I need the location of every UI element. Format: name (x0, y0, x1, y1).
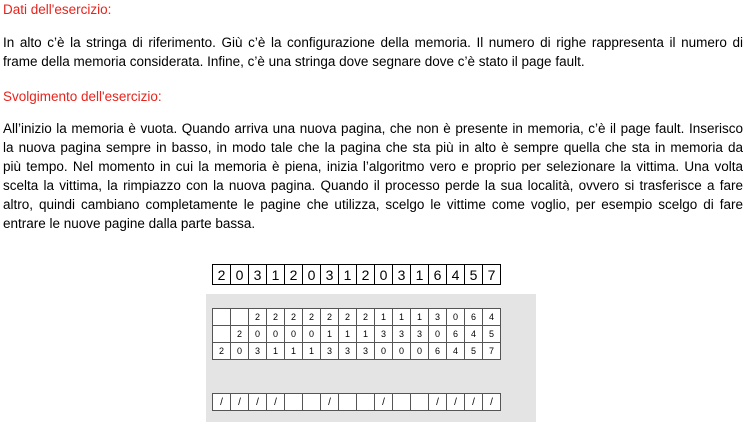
memory-cell: 4 (483, 309, 501, 326)
memory-cell: 2 (213, 343, 231, 360)
memory-cell: 2 (285, 309, 303, 326)
memory-cell: 1 (357, 326, 375, 343)
reference-cell: 3 (249, 265, 267, 285)
memory-cell: 4 (465, 326, 483, 343)
memory-cell: 2 (321, 309, 339, 326)
page-fault-cell (285, 394, 303, 411)
memory-cell: 7 (483, 343, 501, 360)
reference-cell: 4 (447, 265, 465, 285)
paragraph-line: scelta la vittima, la rimpiazzo con la nuova pagina. Quando il processo perde la sua località, ovvero si trasferisce a fare (3, 178, 743, 193)
memory-cell: 1 (393, 309, 411, 326)
reference-cell: 1 (339, 265, 357, 285)
page-fault-cell: / (483, 394, 501, 411)
reference-string-row (213, 265, 501, 285)
section-svolgimento-heading: Svolgimento dell'esercizio: (3, 89, 162, 104)
memory-cell: 0 (375, 343, 393, 360)
memory-cell: 2 (231, 326, 249, 343)
memory-diagram (206, 294, 536, 422)
memory-cell: 3 (375, 326, 393, 343)
memory-frame-row (213, 326, 501, 343)
reference-cell: 2 (357, 265, 375, 285)
memory-cell: 0 (267, 326, 285, 343)
memory-cell: 5 (483, 326, 501, 343)
page-fault-cell: / (213, 394, 231, 411)
paragraph-line: altro, quindi cambiano completamente le pagine che utilizza, scelgo le vittime come voglio, per esempio scelgo di fare (3, 197, 743, 212)
page-fault-cell (303, 394, 321, 411)
memory-cell (231, 309, 249, 326)
memory-cell: 1 (303, 343, 321, 360)
reference-cell: 0 (375, 265, 393, 285)
memory-cell: 2 (249, 309, 267, 326)
paragraph-line: In alto c’è la stringa di riferimento. Giù c’è la configurazione della memoria. Il numero di righe rappresenta il numero di (3, 35, 743, 50)
memory-frame-row (213, 343, 501, 360)
memory-cell: 0 (447, 309, 465, 326)
page-fault-cell: / (249, 394, 267, 411)
reference-cell: 2 (285, 265, 303, 285)
reference-cell: 2 (213, 265, 231, 285)
memory-cell (213, 309, 231, 326)
page-fault-cell: / (231, 394, 249, 411)
memory-cell: 3 (411, 326, 429, 343)
memory-frame-row (213, 309, 501, 326)
reference-cell: 3 (393, 265, 411, 285)
memory-cell: 1 (285, 343, 303, 360)
memory-cell: 3 (357, 343, 375, 360)
memory-cell: 2 (357, 309, 375, 326)
page-fault-cell (411, 394, 429, 411)
reference-cell: 3 (321, 265, 339, 285)
memory-cell: 0 (411, 343, 429, 360)
memory-cell: 2 (339, 309, 357, 326)
section-dati-paragraph (3, 33, 743, 71)
memory-cell: 0 (249, 326, 267, 343)
page-fault-cell: / (375, 394, 393, 411)
memory-cell: 1 (267, 343, 285, 360)
reference-cell: 0 (303, 265, 321, 285)
page-fault-cell: / (447, 394, 465, 411)
memory-cell: 3 (339, 343, 357, 360)
reference-cell: 7 (483, 265, 501, 285)
memory-cell: 1 (339, 326, 357, 343)
reference-cell: 1 (411, 265, 429, 285)
paragraph-line: la nuova pagina sempre in basso, in modo tale che la pagina che sta più in alto è sempre quella che sta in memoria da (3, 140, 743, 155)
memory-cell: 1 (411, 309, 429, 326)
memory-cell: 3 (393, 326, 411, 343)
page-fault-cell: / (321, 394, 339, 411)
page-fault-cell: / (267, 394, 285, 411)
paragraph-line: All’inizio la memoria è vuota. Quando arriva una nuova pagina, che non è presente in memoria, c’è il page fault. Inserisco (3, 121, 743, 136)
reference-cell: 1 (267, 265, 285, 285)
page-fault-cell: / (429, 394, 447, 411)
page-fault-cell (357, 394, 375, 411)
memory-cell: 5 (465, 343, 483, 360)
memory-cell: 2 (303, 309, 321, 326)
memory-cell: 4 (447, 343, 465, 360)
page-fault-row (213, 394, 501, 411)
page-fault-cell (339, 394, 357, 411)
memory-frames-table (212, 308, 501, 360)
memory-cell: 0 (429, 326, 447, 343)
memory-cell: 2 (267, 309, 285, 326)
paragraph-line: frame della memoria considerata. Infine, c’è una stringa dove segnare dove c’è stato il page fault. (3, 54, 585, 69)
reference-string-table (212, 264, 501, 285)
section-dati-heading: Dati dell'esercizio: (3, 2, 112, 17)
memory-cell: 3 (429, 309, 447, 326)
paragraph-line: entrare le nuove pagine dalla parte bassa. (3, 216, 256, 231)
page-fault-cell: / (465, 394, 483, 411)
memory-cell: 0 (231, 343, 249, 360)
memory-cell: 6 (465, 309, 483, 326)
memory-cell (213, 326, 231, 343)
memory-cell: 0 (303, 326, 321, 343)
section-svolgimento-paragraph (3, 119, 743, 233)
memory-cell: 6 (447, 326, 465, 343)
reference-cell: 6 (429, 265, 447, 285)
reference-cell: 0 (231, 265, 249, 285)
page-fault-cell (393, 394, 411, 411)
paragraph-line: più tempo. Nel momento in cui la memoria è piena, inizia l’algoritmo vero e proprio per selezionare la vittima. Una volta (3, 159, 743, 174)
memory-cell: 3 (249, 343, 267, 360)
memory-cell: 6 (429, 343, 447, 360)
reference-cell: 5 (465, 265, 483, 285)
memory-cell: 1 (375, 309, 393, 326)
memory-cell: 0 (285, 326, 303, 343)
memory-cell: 0 (393, 343, 411, 360)
memory-cell: 3 (321, 343, 339, 360)
memory-cell: 1 (321, 326, 339, 343)
page-fault-table (212, 393, 501, 411)
